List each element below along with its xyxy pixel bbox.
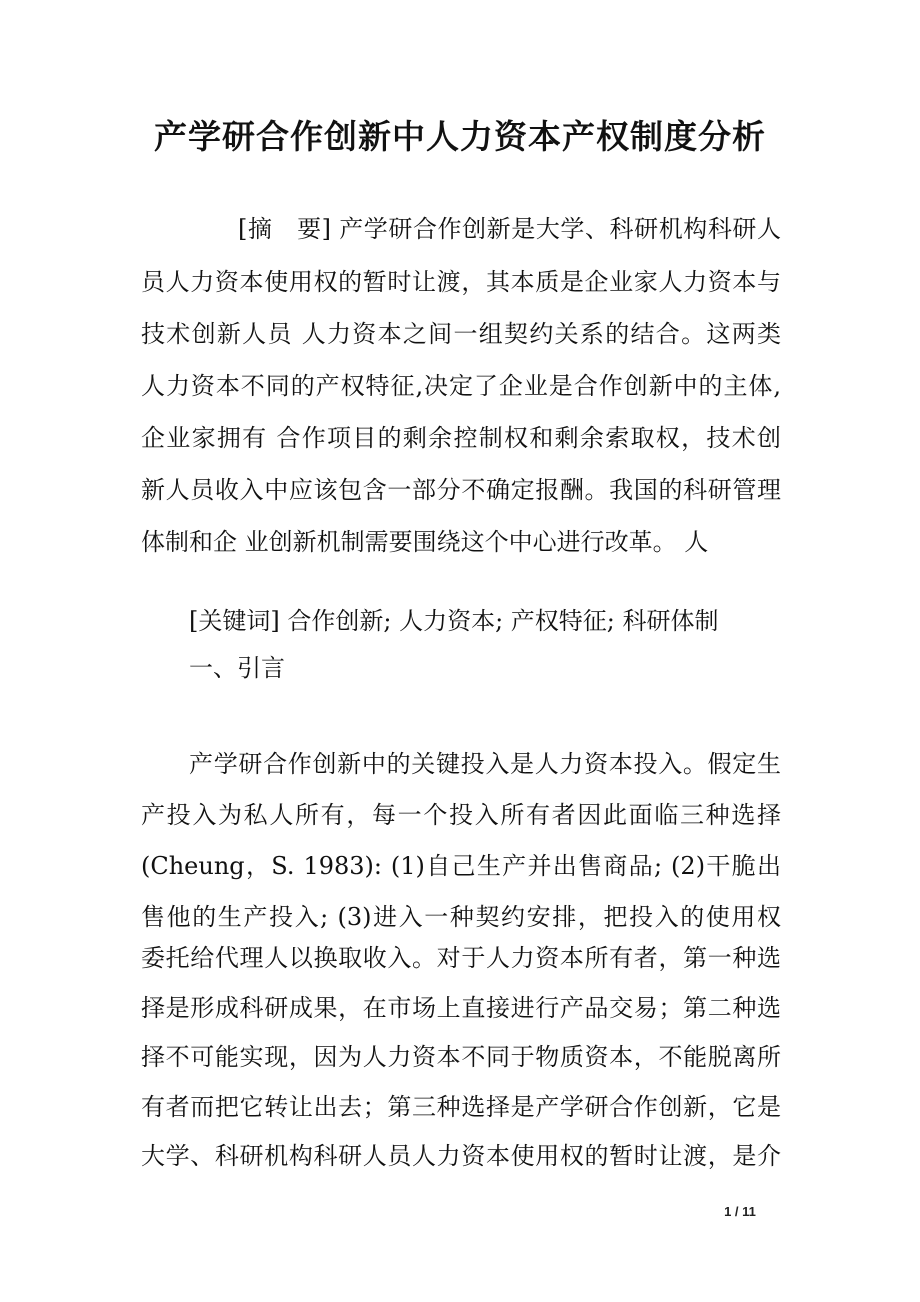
body-line: 委托给代理人以换取收入。对于人力资本所有者，第一种选	[141, 944, 781, 972]
abstract-line: 员人力资本使用权的暂时让渡，其本质是企业家人力资本与	[141, 268, 781, 296]
page-number: 1 / 11	[724, 1204, 756, 1219]
body-line: 有者而把它转让出去；第三种选择是产学研合作创新，它是	[141, 1093, 781, 1121]
body-line: (Cheung，S. 1983): (1)自己生产并出售商品; (2)干脆出	[141, 852, 781, 880]
section-heading: 一、引言	[189, 654, 285, 682]
body-line: 择是形成科研成果，在市场上直接进行产品交易；第二种选	[141, 994, 781, 1022]
body-line: 大学、科研机构科研人员人力资本使用权的暂时让渡，是介	[141, 1142, 781, 1170]
abstract-line: 新人员收入中应该包含一部分不确定报酬。我国的科研管理	[141, 476, 781, 504]
abstract-line: [摘 要] 产学研合作创新是大学、科研机构科研人	[238, 215, 781, 243]
abstract-line: 技术创新人员 人力资本之间一组契约关系的结合。这两类	[141, 320, 781, 348]
body-line: 产学研合作创新中的关键投入是人力资本投入。假定生	[189, 750, 781, 778]
abstract-line: 体制和企 业创新机制需要围绕这个中心进行改革。 人	[141, 528, 709, 556]
body-line: 售他的生产投入; (3)进入一种契约安排，把投入的使用权	[141, 903, 781, 931]
keywords-line: [关键词] 合作创新; 人力资本; 产权特征; 科研体制	[189, 607, 719, 635]
body-line: 择不可能实现，因为人力资本不同于物质资本，不能脱离所	[141, 1043, 781, 1071]
document-title: 产学研合作创新中人力资本产权制度分析	[154, 117, 766, 156]
abstract-line: 人力资本不同的产权特征,决定了企业是合作创新中的主体,	[141, 372, 781, 400]
body-line: 产投入为私人所有，每一个投入所有者因此面临三种选择	[141, 801, 781, 829]
abstract-line: 企业家拥有 合作项目的剩余控制权和剩余索取权，技术创	[141, 424, 781, 452]
